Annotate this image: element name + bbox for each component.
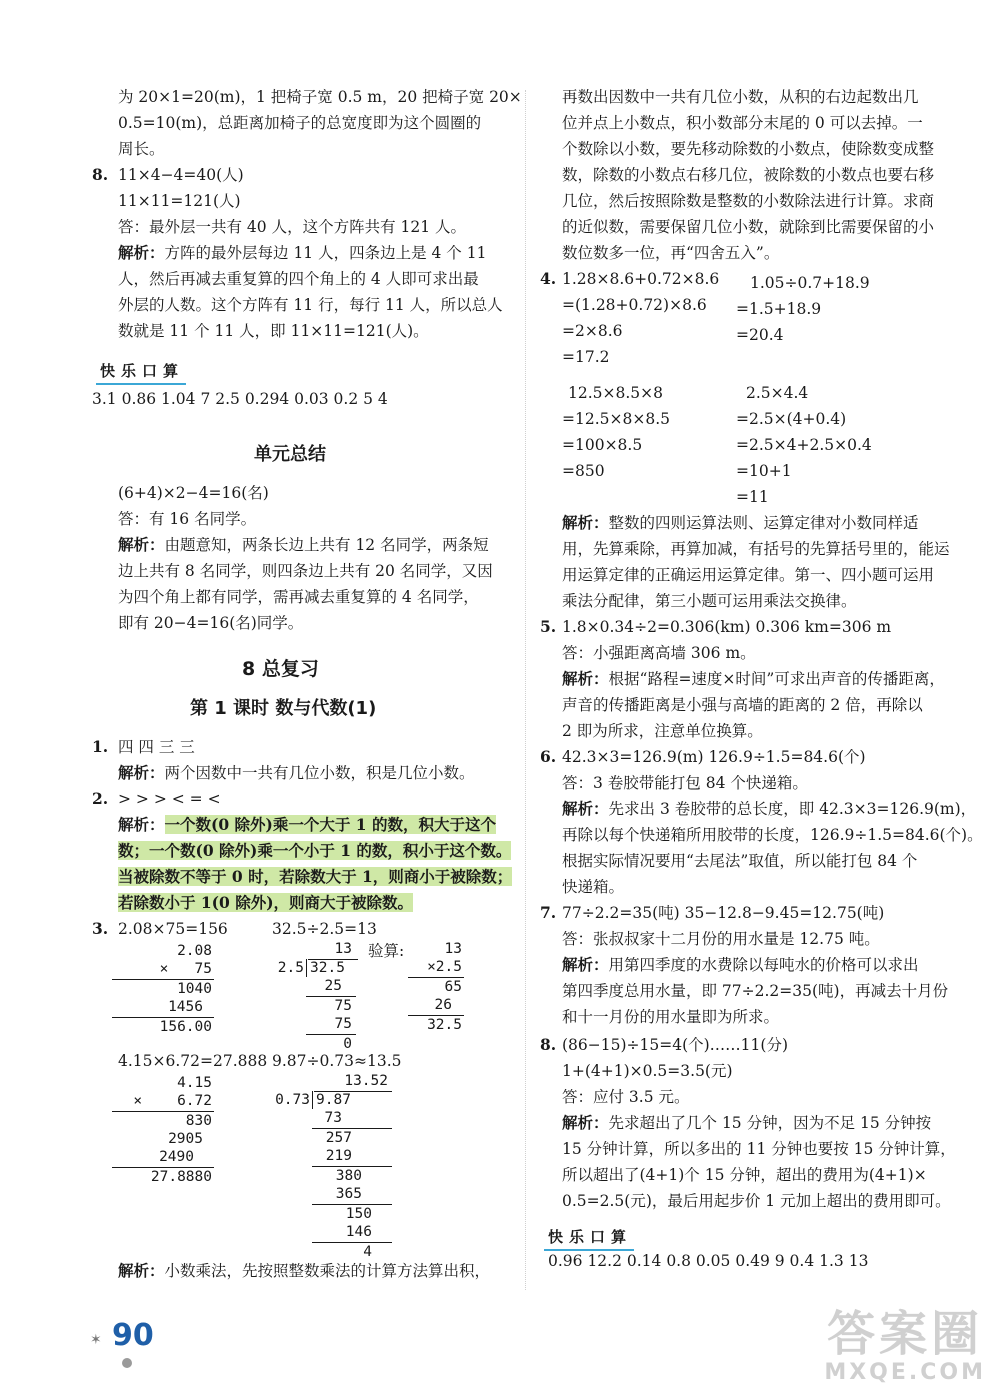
vertical-calc-line: × 6.72 (133, 1093, 212, 1109)
analysis-text: 先求超出了几个 15 分钟，因为不足 15 分钟按 (608, 1114, 932, 1132)
analysis-line: 用运算定律的正确运用运算定律。第一、四小题可运用 (562, 566, 935, 584)
analysis-label: 解析： (562, 799, 609, 818)
analysis-line (118, 534, 489, 556)
analysis-line: 用，先算乘除，再算加减，有括号的先算括号里的，能运 (562, 540, 950, 558)
answer-line: 答：3 卷胶带能打包 84 个快递箱。 (562, 774, 808, 792)
analysis-text: 方阵的最外层每边 11 人，四条边上是 4 个 11 (164, 244, 487, 262)
analysis-line (562, 512, 919, 534)
analysis-line (118, 242, 486, 264)
question-number: 6. (540, 747, 557, 766)
vertical-calc-line: 1456 (168, 999, 203, 1015)
step-line: =(1.28+0.72)×8.6 (562, 296, 707, 314)
division-quotient: 13 (334, 941, 352, 957)
answers: 四 四 三 三 (118, 738, 195, 756)
answer-line: 答：最外层一共有 40 人，这个方阵共有 121 人。 (118, 218, 467, 236)
step-line: 1.05÷0.7+18.9 (750, 274, 870, 292)
division-step: 146 (345, 1224, 372, 1240)
step-line: 1.28×8.6+0.72×8.6 (562, 270, 720, 288)
equation: 32.5÷2.5=13 (272, 920, 377, 938)
analysis-line: 外层的人数。这个方阵有 11 行，每行 11 人，所以总人 (118, 296, 503, 314)
division-quotient: 13.52 (344, 1073, 388, 1089)
analysis-text: 一个数(0 除外)乘一个大于 1 的数，积大于这个 (164, 815, 496, 834)
vertical-calc-line: 26 (434, 997, 452, 1013)
division-step: 365 (335, 1186, 362, 1202)
watermark-url: MXQE.COM (824, 1360, 986, 1385)
answer-line: 答：应付 3.5 元。 (562, 1088, 690, 1106)
equation: (86−15)÷15=4(个)……11(分) (562, 1036, 788, 1054)
analysis-line: 为四个角上都有同学，需再减去重复算的 4 名同学， (118, 588, 479, 606)
analysis-line: 2 即为所求，注意单位换算。 (562, 722, 763, 740)
text-line: 位并点上小数点，积小数部分末尾的 0 可以去掉。一 (562, 114, 923, 132)
division-bracket (306, 959, 307, 977)
step-line: =12.5×8×8.5 (562, 410, 670, 428)
analysis-text: 整数的四则运算法则、运算定律对小数同样适 (608, 514, 919, 532)
step-line: =11 (736, 488, 769, 506)
equation: 2.08×75=156 (118, 920, 228, 938)
text-line: 个数除以小数，要先移动除数的小数点，使除数变成整 (562, 140, 935, 158)
step-line: =20.4 (736, 326, 784, 344)
division-divisor: 2.5 (277, 960, 304, 976)
analysis-line (562, 1112, 931, 1134)
text-line: 再数出因数中一共有几位小数，从积的右边起数出几 (562, 88, 919, 106)
question-number: 7. (540, 903, 557, 922)
division-step: 257 (325, 1130, 352, 1146)
division-step: 75 (334, 1016, 352, 1032)
analysis-line (562, 954, 919, 976)
text-line: 为 20×1=20(m)，1 把椅子宽 0.5 m，20 把椅子宽 20× (118, 88, 522, 106)
question-number: 3. (92, 919, 109, 938)
analysis-label: 解析： (118, 535, 165, 554)
lesson-title: 第 1 课时 数与代数(1) (190, 698, 377, 719)
analysis-line: 第四季度总用水量，即 77÷2.2=35(吨)，再减去十月份 (562, 982, 949, 1000)
analysis-label: 解析： (562, 513, 609, 532)
step-line: 12.5×8.5×8 (568, 384, 663, 402)
vertical-calc-line: 4.15 (177, 1075, 212, 1091)
vertical-calc-line: 2.08 (177, 943, 212, 959)
analysis-line: 声音的传播距离是小强与高墙的距离的 2 倍，再除以 (562, 696, 923, 714)
question-number: 2. (92, 789, 109, 808)
question-number: 5. (540, 617, 557, 636)
vertical-calc-line: 2905 (168, 1131, 203, 1147)
answer-line: 答：有 16 名同学。 (118, 510, 257, 528)
equation: (6+4)×2−4=16(名) (118, 484, 269, 502)
analysis-line: 0.5=2.5(元)，最后用起步价 1 元加上超出的费用即可。 (562, 1192, 951, 1210)
page-number: 90 (112, 1318, 154, 1353)
division-step: 25 (324, 978, 342, 994)
vertical-calc-line: 32.5 (427, 1017, 462, 1033)
analysis-line: 和十一月份的用水量即为所求。 (562, 1008, 780, 1026)
analysis-text: 小数乘法，先按照整数乘法的计算方法算出积， (164, 1262, 491, 1280)
division-step: 380 (335, 1168, 362, 1184)
step-line: =2.5×(4+0.4) (736, 410, 847, 428)
step-line: =100×8.5 (562, 436, 643, 454)
analysis-line (562, 668, 945, 690)
equation: 9.87÷0.73≈13.5 (272, 1052, 402, 1070)
vertical-calc-line: 830 (185, 1113, 212, 1129)
equation: 11×4−4=40(人) (118, 166, 244, 184)
answer-line: 答：张叔叔家十二月份的用水量是 12.75 吨。 (562, 930, 880, 948)
division-bracket (312, 1091, 313, 1109)
analysis-line: 即有 20−4=16(名)同学。 (118, 614, 304, 632)
question-number: 8. (540, 1035, 557, 1054)
analysis-line (118, 1260, 490, 1282)
analysis-label: 解析： (118, 815, 165, 834)
column-divider (525, 90, 526, 1290)
analysis-line: 再除以每个快递箱所用胶带的长度，126.9÷1.5=84.6(个)。 (562, 826, 983, 844)
analysis-line: 边上共有 8 名同学，则四条边上共有 20 名同学，又因 (118, 562, 493, 580)
division-step: 0 (343, 1036, 352, 1052)
division-step: 4 (363, 1244, 372, 1260)
analysis-label: 解析： (562, 955, 609, 974)
division-dividend: 32.5 (310, 960, 345, 976)
step-line: =1.5+18.9 (736, 300, 822, 318)
vertical-calc-line: 13 (444, 941, 462, 957)
analysis-label: 解析： (562, 1113, 609, 1132)
analysis-line (118, 814, 496, 836)
analysis-text: 用第四季度的水费除以每吨水的价格可以求出 (608, 956, 919, 974)
text-line: 周长。 (118, 140, 165, 158)
equation: 11×11=121(人) (118, 192, 241, 210)
analysis-text: 两个因数中一共有几位小数，积是几位小数。 (164, 764, 475, 782)
analysis-line: 数就是 11 个 11 人，即 11×11=121(人)。 (118, 322, 429, 340)
verify-label: 验算: (368, 942, 405, 960)
equation: 77÷2.2=35(吨) 35−12.8−9.45=12.75(吨) (562, 904, 885, 922)
text-line: 数，除数的小数点右移几位，被除数的小数点也要右移 (562, 166, 935, 184)
question-number: 8. (92, 165, 109, 184)
analysis-line (118, 762, 475, 784)
equation: 1+(4+1)×0.5=3.5(元) (562, 1062, 733, 1080)
vertical-calc-line: × 75 (159, 961, 212, 977)
equation: 4.15×6.72=27.888 (118, 1052, 268, 1070)
vertical-calc-line: 2490 (159, 1149, 194, 1165)
step-line: =10+1 (736, 462, 792, 480)
analysis-label: 解析： (118, 243, 165, 262)
watermark-logo: 答案圈 (827, 1306, 984, 1362)
equation: 42.3×3=126.9(m) 126.9÷1.5=84.6(个) (562, 748, 866, 766)
step-line: =2×8.6 (562, 322, 623, 340)
analysis-label: 解析： (118, 763, 165, 782)
text-line: 的近似数，需要保留几位小数，就除到比需要保留的小 (562, 218, 935, 236)
equation: 1.8×0.34÷2=0.306(km) 0.306 km=306 m (562, 618, 892, 636)
answer-line: 答：小强距离高墙 306 m。 (562, 644, 756, 662)
vertical-calc-line: ×2.5 (427, 959, 462, 975)
analysis-line: 乘法分配律，第三小题可运用乘法交换律。 (562, 592, 857, 610)
division-divisor: 0.73 (275, 1092, 310, 1108)
kuaile-kousuan-label: 快乐口算 (96, 360, 186, 385)
division-step: 73 (324, 1110, 342, 1126)
vertical-calc-line: 1040 (177, 981, 212, 997)
analysis-line: 若除数小于 1(0 除外)，则商大于被除数。 (118, 893, 414, 912)
analysis-line: 数；一个数(0 除外)乘一个小于 1 的数，积小于这个数。 (118, 841, 512, 860)
analysis-line: 快递箱。 (562, 878, 625, 896)
question-number: 1. (92, 737, 109, 756)
analysis-line: 人，然后再减去重复算的四个角上的 4 人即可求出最 (118, 270, 479, 288)
star-icon: ✶ (90, 1332, 102, 1348)
analysis-line: 当被除数不等于 0 时，若除数大于 1，则商小于被除数； (118, 867, 513, 886)
answers: > > > < = < (118, 790, 221, 808)
division-step: 219 (325, 1148, 352, 1164)
chapter-title: 8 总复习 (242, 658, 319, 680)
kuaile-answers: 0.96 12.2 0.14 0.8 0.05 0.49 9 0.4 1.3 13 (548, 1252, 869, 1270)
analysis-text: 先求出 3 卷胶带的总长度，即 42.3×3=126.9(m)， (608, 800, 977, 818)
division-dividend: 9.87 (316, 1092, 351, 1108)
section-title: 单元总结 (254, 444, 326, 465)
text-line: 0.5=10(m)，总距离加椅子的总宽度即为这个圆圈的 (118, 114, 482, 132)
division-step: 150 (345, 1206, 372, 1222)
step-line: =17.2 (562, 348, 610, 366)
analysis-line (562, 798, 976, 820)
analysis-line: 所以超出了(4+1)个 15 分钟，超出的费用为(4+1)× (562, 1166, 927, 1184)
step-line: 2.5×4.4 (746, 384, 809, 402)
analysis-text: 由题意知，两条长边上共有 12 名同学，两条短 (164, 536, 489, 554)
text-line: 几位，然后按照除数是整数的小数除法进行计算。求商 (562, 192, 935, 210)
step-line: =850 (562, 462, 605, 480)
vertical-calc-line: 27.8880 (150, 1169, 212, 1185)
analysis-label: 解析： (118, 1261, 165, 1280)
analysis-line: 15 分钟计算，所以多出的 11 分钟也要按 15 分钟计算， (562, 1140, 956, 1158)
division-step: 75 (334, 998, 352, 1014)
analysis-text: 根据“路程=速度×时间”可求出声音的传播距离， (608, 670, 945, 688)
vertical-calc-line: 65 (444, 979, 462, 995)
analysis-label: 解析： (562, 669, 609, 688)
watermark (824, 1308, 986, 1385)
kuaile-kousuan-label: 快乐口算 (544, 1226, 634, 1251)
kuaile-answers: 3.1 0.86 1.04 7 2.5 0.294 0.03 0.2 5 4 (92, 390, 388, 408)
step-line: =2.5×4+2.5×0.4 (736, 436, 872, 454)
vertical-calc-line: 156.00 (159, 1019, 212, 1035)
question-number: 4. (540, 269, 557, 288)
dot-icon (122, 1358, 132, 1368)
analysis-line: 根据实际情况要用“去尾法”取值，所以能打包 84 个 (562, 852, 918, 870)
text-line: 数位数多一位，再“四舍五入”。 (562, 244, 780, 262)
